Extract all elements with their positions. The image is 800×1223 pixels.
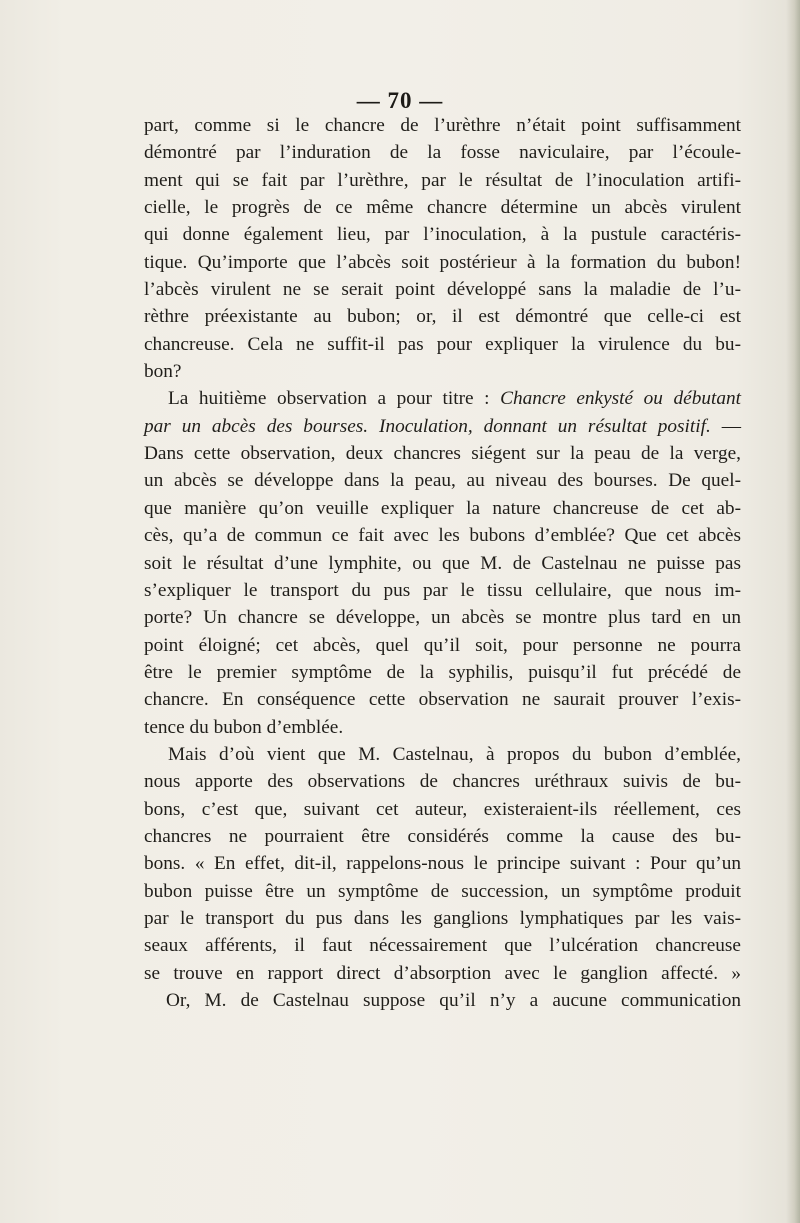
text-line: bons, c’est que, suivant cet auteur, existeraient-ils réellement, ces [144,798,741,820]
text-line: chancres ne pourraient être considérés comme la cause des bu- [144,825,741,847]
text-line: seaux afférents, il faut nécessairement que l’ulcération chancreuse [144,935,741,957]
text-line: cès, qu’a de commun ce fait avec les bubons d’emblée? Que cet abcès [144,525,741,547]
text-line: bon? [144,361,182,383]
text-line: soit le résultat d’une lymphite, ou que M. de Castelnau ne puisse pas [144,552,741,574]
text-line: démontré par l’induration de la fosse naviculaire, par l’écoule- [144,142,741,164]
text-line: point éloigné; cet abcès, quel qu’il soit, pour personne ne pourra [144,634,741,656]
text-line: ment qui se fait par l’urèthre, par le résultat de l’inoculation artifi- [144,169,741,191]
text-line: se trouve en rapport direct d’absorption avec le ganglion affecté. » [144,962,741,984]
page-number: — 70 — [356,88,444,113]
observation-title: Chancre enkysté ou débutant [500,388,741,410]
text-line: tique. Qu’importe que l’abcès soit postérieur à la formation du bubon! [144,251,741,273]
text-line: tence du bubon d’emblée. [144,716,344,738]
observation-intro: La huitième observation a pour titre : [168,388,490,410]
text-line: chancreuse. Cela ne suffit-il pas pour expliquer la virulence du bu- [144,333,741,355]
text-line: cielle, le progrès de ce même chancre détermine un abcès virulent [144,197,741,219]
observation-heading-line [144,385,741,412]
text-line: part, comme si le chancre de l’urèthre n’était point suffisamment [144,115,741,136]
text-line: un abcès se développe dans la peau, au niveau des bourses. De quel- [144,470,741,492]
text-line: l’abcès virulent ne se serait point développé sans la maladie de l’u- [144,279,741,301]
text-line: nous apporte des observations de chancres uréthraux suivis de bu- [144,771,741,793]
text-line: Mais d’où vient que M. Castelnau, à propos du bubon d’emblée, [168,743,741,765]
observation-title: par un abcès des bourses. Inoculation, donnant un résultat positif. [144,415,711,437]
observation-dash: — [721,415,741,437]
text-line: s’expliquer le transport du pus par le tissu cellulaire, que nous im- [144,579,741,601]
text-line: porte? Un chancre se développe, un abcès se montre plus tard en un [144,607,741,629]
text-line: que manière qu’on veuille expliquer la nature chancreuse de cet ab- [144,497,741,519]
text-line: Or, M. de Castelnau suppose qu’il n’y a aucune communication [166,990,741,1011]
text-line: chancre. En conséquence cette observation ne saurait prouver l’exis- [144,689,741,711]
observation-heading-line [144,413,741,440]
text-line: être le premier symptôme de la syphilis, puisqu’il fut précédé de [144,661,741,683]
body-text [144,112,741,1014]
text-line: bons. « En effet, dit-il, rappelons-nous le principe suivant : Pour qu’un [144,853,741,875]
text-line: par le transport du pus dans les ganglions lymphatiques par les vais- [144,907,741,929]
page-edge-shadow [786,0,800,1223]
text-line: Dans cette observation, deux chancres siégent sur la peau de la verge, [144,443,741,465]
text-line: rèthre préexistante au bubon; or, il est démontré que celle-ci est [144,306,741,328]
text-line: bubon puisse être un symptôme de succession, un symptôme produit [144,880,741,902]
text-line: qui donne également lieu, par l’inoculation, à la pustule caractéris- [144,224,741,246]
